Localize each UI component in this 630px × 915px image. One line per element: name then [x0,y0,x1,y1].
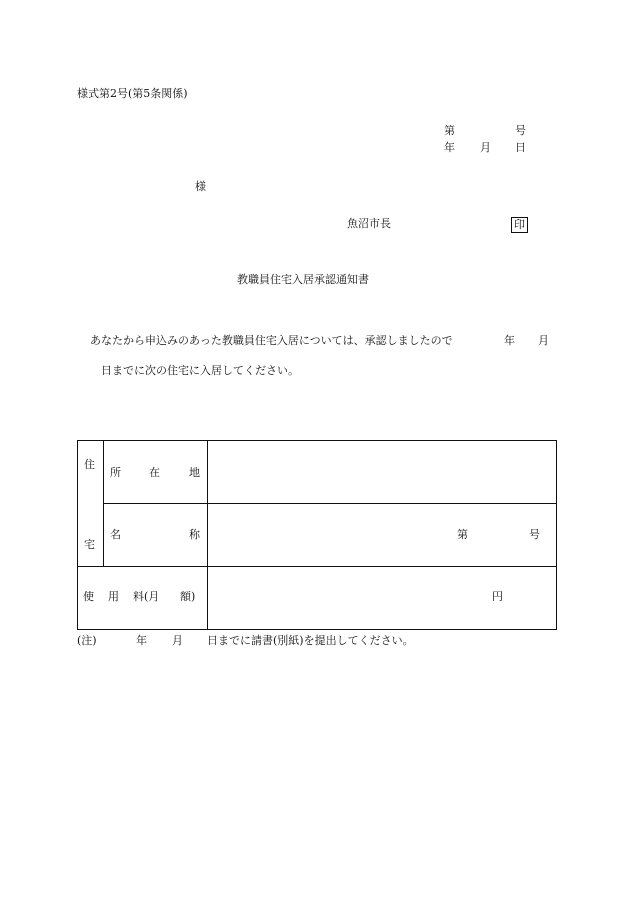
body-line-1-month: 月 [538,334,549,347]
issue-number-suffix: 号 [515,124,526,137]
housing-label-top: 住 [84,458,95,471]
issue-date-month: 月 [480,141,491,154]
issue-date-day: 日 [515,141,526,154]
note-text: 日までに請書(別紙)を提出してください。 [207,634,414,647]
note-month: 月 [172,634,183,647]
document-title: 教職員住宅入居承認通知書 [237,273,369,286]
location-label-2: 在 [149,466,160,479]
body-line-1-year: 年 [504,334,515,347]
note-label: (注) [77,634,97,647]
fee-label-1: 使 [83,590,94,603]
location-label-1: 所 [110,466,121,479]
fee-unit: 円 [492,590,503,603]
housing-number-prefix: 第 [457,528,468,541]
form-number-label: 様式第2号(第5条関係) [77,87,188,100]
seal-mark: 印 [511,217,528,233]
body-line-1: あなたから申込みのあった教職員住宅入居については、承認しましたので [90,334,453,347]
name-label-2: 称 [189,528,200,541]
note-year: 年 [136,634,147,647]
location-label-3: 地 [189,466,200,479]
addressee-suffix: 様 [195,180,206,193]
fee-label-2: 用 [108,590,119,603]
issue-date-year: 年 [444,141,455,154]
housing-number-suffix: 号 [529,528,540,541]
name-label-1: 名 [110,528,121,541]
housing-label-bottom: 宅 [84,538,95,551]
body-line-2: 日までに次の住宅に入居してください。 [101,364,299,377]
fee-label-4: 額) [180,590,196,603]
issue-number-prefix: 第 [444,124,455,137]
issuer-title: 魚沼市長 [347,217,391,230]
fee-label-3: 料(月 [133,590,160,603]
